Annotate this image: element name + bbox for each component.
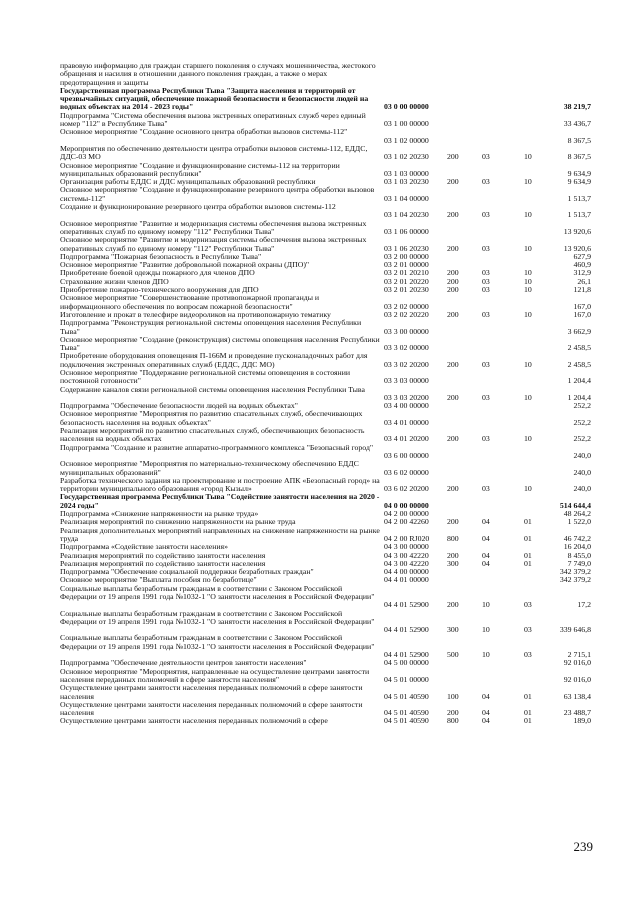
row-amount: 2 458,5 <box>567 343 591 353</box>
table-row <box>0 684 639 701</box>
row-amount: 3 662,9 <box>567 326 591 336</box>
row-section: 10 <box>482 600 490 610</box>
row-expense-type: 300 <box>447 558 459 568</box>
row-amount: 13 920,6 <box>563 226 591 236</box>
row-section: 03 <box>482 276 490 286</box>
row-code: 03 4 00 00000 <box>384 401 429 411</box>
row-amount: 342 379,2 <box>559 575 591 585</box>
row-code: 04 4 01 52900 <box>384 600 429 610</box>
row-code: 03 2 01 00000 <box>384 260 429 270</box>
row-expense-type: 200 <box>447 484 459 494</box>
row-expense-type: 200 <box>447 517 459 527</box>
row-name: Реализация мероприятий по снижению напряженности на рынке труда <box>60 517 296 527</box>
row-name: Подпрограмма "Обеспечение деятельности центров занятости населения" <box>60 658 307 668</box>
row-code: 03 2 01 20210 <box>384 268 429 278</box>
row-name: Основное мероприятие "Развитие добровольной пожарной охраны (ДПО)" <box>60 260 310 270</box>
row-amount: 342 379,2 <box>559 567 591 577</box>
row-name: Осуществление центрами занятости населения переданных полномочий в сфере <box>60 716 328 726</box>
table-row <box>0 585 639 610</box>
row-section: 04 <box>482 691 490 701</box>
row-name: Основное мероприятие "Создание и функционирование резервного центра обработки вызовов системы-112" <box>60 185 375 203</box>
row-amount: 240,0 <box>573 467 591 477</box>
row-name: Основное мероприятие "Развитие и модернизация системы обеспечения вызова экстренных оперативных служб по единому номеру "112" Республики Тыва" <box>60 218 367 236</box>
row-section: 03 <box>482 285 490 295</box>
row-name: Разработка технического задания на проектирование и построение АПК «Безопасный город» на территории муниципального образования «город Кызыл» <box>60 475 380 494</box>
budget-table <box>0 62 639 726</box>
row-subsection: 03 <box>524 650 532 660</box>
row-code: 03 1 03 20230 <box>384 177 429 187</box>
row-name: Подпрограмма «Содействие занятости населения» <box>60 542 229 552</box>
row-name: Государственная программа Республики Тыва "Защита населения и территорий от чрезвычайных ситуаций, обеспечение пожарной безопасности и безопасности людей на водных объектах на 2014 - 2023 годы" <box>60 85 369 112</box>
row-amount: 167,0 <box>573 309 591 319</box>
row-amount: 252,2 <box>573 434 591 444</box>
row-name: Основное мероприятие "Совершенствование противопожарной пропаганды и информационного обеспечения по вопросам пожарной безопасности" <box>60 293 320 311</box>
row-amount: 92 016,0 <box>563 674 591 684</box>
row-expense-type: 800 <box>447 716 459 726</box>
row-code: 03 0 00 00000 <box>384 102 429 112</box>
table-row <box>0 444 639 461</box>
row-name: Приобретение оборудования оповещения П-166М и проведение пусконаладочных работ для подключения экстренных оперативных служб (ЕДДС, ДДС МО) <box>60 351 368 369</box>
row-section: 10 <box>482 650 490 660</box>
row-expense-type: 200 <box>447 152 459 162</box>
row-subsection: 01 <box>524 517 532 527</box>
row-amount: 8 455,0 <box>567 550 591 560</box>
row-amount: 33 436,7 <box>563 119 591 129</box>
row-amount: 2 715,1 <box>567 650 591 660</box>
row-code: 04 5 01 40590 <box>384 691 429 701</box>
table-row <box>0 62 639 87</box>
row-name: Организация работы ЕДДС и ДДС муниципальных образований республики <box>60 177 316 187</box>
row-name: Приобретение пожарно-технического вооружения для ДПО <box>60 285 259 295</box>
row-amount: 7 749,0 <box>567 558 591 568</box>
row-expense-type: 300 <box>447 625 459 635</box>
row-code: 03 1 03 00000 <box>384 168 429 178</box>
row-code: 04 5 01 40590 <box>384 708 429 718</box>
row-section: 03 <box>482 392 490 402</box>
row-subsection: 10 <box>524 243 532 253</box>
row-name: Основное мероприятие "Создание основного центра обработки вызовов системы-112" <box>60 127 348 137</box>
row-section: 10 <box>482 625 490 635</box>
row-code: 03 3 02 20200 <box>384 359 429 369</box>
row-amount: 1 513,7 <box>567 210 591 220</box>
row-section: 03 <box>482 152 490 162</box>
row-name: Осуществление центрами занятости населения переданных полномочий в сфере занятости населения <box>60 683 363 701</box>
row-subsection: 10 <box>524 210 532 220</box>
row-name: Основное мероприятие "Поддержание региональной системы оповещения в состоянии постоянной готовности" <box>60 367 351 386</box>
row-name: Подпрограмма "Система обеспечения вызова экстренных оперативных служб через единый номер "112" в Республике Тыва" <box>60 110 366 129</box>
row-code: 03 6 02 00000 <box>384 467 429 477</box>
row-section: 03 <box>482 484 490 494</box>
row-expense-type: 200 <box>447 210 459 220</box>
row-code: 04 0 00 00000 <box>384 500 429 510</box>
row-amount: 121,8 <box>573 285 591 295</box>
row-name: Основное мероприятие "Мероприятия по материально-техническому обеспечению ЕДДС муниципальных образований" <box>60 459 359 477</box>
table-row <box>0 128 639 145</box>
row-amount: 9 634,9 <box>567 168 591 178</box>
row-code: 04 2 00 00000 <box>384 509 429 519</box>
row-subsection: 01 <box>524 558 532 568</box>
row-amount: 189,0 <box>573 716 591 726</box>
table-row <box>0 220 639 237</box>
row-code: 03 6 00 00000 <box>384 450 429 460</box>
row-code: 04 4 01 52900 <box>384 625 429 635</box>
row-subsection: 10 <box>524 484 532 494</box>
table-row <box>0 369 639 386</box>
row-subsection: 01 <box>524 550 532 560</box>
row-amount: 8 367,5 <box>567 135 591 145</box>
row-amount: 240,0 <box>573 450 591 460</box>
table-row <box>0 701 639 718</box>
table-row <box>0 527 639 544</box>
row-amount: 26,1 <box>577 276 591 286</box>
row-code: 03 3 03 00000 <box>384 376 429 386</box>
row-amount: 167,0 <box>573 301 591 311</box>
row-name: Изготовление и прокат в телесфире видеороликов на противопожарную тематику <box>60 309 331 319</box>
row-name: Осуществление центрами занятости населения переданных полномочий в сфере занятости населения <box>60 699 363 718</box>
row-expense-type: 200 <box>447 708 459 718</box>
row-name: Государственная программа Республики Тыва "Содействие занятости населения на 2020 - 2024 годы" <box>60 492 380 510</box>
table-row <box>0 145 639 162</box>
row-subsection: 03 <box>524 600 532 610</box>
table-row <box>0 386 639 403</box>
row-name: Мероприятия по обеспечению деятельности центра отработки вызовов системы-112, ЕДДС, ДДС-03 МО <box>60 143 368 162</box>
row-name: Создание и функционирование резервного центра обработки вызовов системы-112 <box>60 202 336 212</box>
row-amount: 92 016,0 <box>563 658 591 668</box>
row-amount: 23 488,7 <box>563 708 591 718</box>
row-amount: 514 644,4 <box>559 500 591 510</box>
row-expense-type: 200 <box>447 268 459 278</box>
row-amount: 1 522,0 <box>567 517 591 527</box>
row-section: 03 <box>482 210 490 220</box>
row-expense-type: 200 <box>447 359 459 369</box>
row-code: 03 3 00 00000 <box>384 326 429 336</box>
row-subsection: 10 <box>524 152 532 162</box>
row-amount: 339 646,8 <box>559 625 591 635</box>
row-expense-type: 200 <box>447 243 459 253</box>
row-name: Основное мероприятие "Мероприятия по развитию спасательных служб, обеспечивающих безопасность населения на водных объектах" <box>60 409 363 427</box>
table-row <box>0 294 639 311</box>
row-expense-type: 800 <box>447 533 459 543</box>
row-subsection: 01 <box>524 716 532 726</box>
row-code: 03 4 01 20200 <box>384 434 429 444</box>
row-code: 03 6 02 20200 <box>384 484 429 494</box>
table-row <box>0 634 639 659</box>
table-row <box>0 427 639 444</box>
row-name: Социальные выплаты безработным гражданам в соответствии с Законом Российской Федерации от 19 апреля 1991 года №1032-1 "О занятости населения в Российской Федерации" <box>60 633 375 651</box>
row-amount: 252,2 <box>573 417 591 427</box>
table-row <box>0 717 639 725</box>
row-name: Подпрограмма "Пожарная безопасность в Республике Тыва" <box>60 251 262 261</box>
row-amount: 46 742,2 <box>563 533 591 543</box>
row-section: 03 <box>482 434 490 444</box>
row-code: 04 4 00 00000 <box>384 567 429 577</box>
row-section: 03 <box>482 359 490 369</box>
row-expense-type: 200 <box>447 309 459 319</box>
row-amount: 9 634,9 <box>567 177 591 187</box>
row-amount: 17,2 <box>577 600 591 610</box>
table-row <box>0 236 639 253</box>
row-section: 03 <box>482 268 490 278</box>
table-row <box>0 668 639 685</box>
row-name: Реализация мероприятий по содействию занятости населения <box>60 558 266 568</box>
row-subsection: 10 <box>524 434 532 444</box>
row-code: 03 1 06 20230 <box>384 243 429 253</box>
table-row <box>0 87 639 112</box>
row-name: Основное мероприятие "Создание и функционирование системы-112 на территории муниципальных образований республики" <box>60 160 340 178</box>
row-code: 03 4 01 00000 <box>384 417 429 427</box>
row-expense-type: 200 <box>447 285 459 295</box>
row-name: Основное мероприятие "Развитие и модернизация системы обеспечения вызова экстренных оперативных служб по единому номеру "112" Республики Тыва" <box>60 235 367 253</box>
row-amount: 1 204,4 <box>567 392 591 402</box>
row-amount: 627,9 <box>573 251 591 261</box>
row-amount: 48 264,2 <box>563 509 591 519</box>
row-name: Подпрограмма «Снижение напряженности на рынке труда» <box>60 509 259 519</box>
row-amount: 38 219,7 <box>563 102 591 112</box>
row-section: 04 <box>482 716 490 726</box>
row-code: 03 2 01 20230 <box>384 285 429 295</box>
row-amount: 8 367,5 <box>567 152 591 162</box>
row-code: 03 1 02 20230 <box>384 152 429 162</box>
row-subsection: 01 <box>524 708 532 718</box>
row-subsection: 10 <box>524 359 532 369</box>
table-row <box>0 203 639 220</box>
row-code: 04 5 01 00000 <box>384 674 429 684</box>
row-code: 03 2 02 00000 <box>384 301 429 311</box>
row-amount: 2 458,5 <box>567 359 591 369</box>
row-name: Социальные выплаты безработным гражданам в соответствии с Законом Российской Федерации от 19 апреля 1991 года №1032-1 "О занятости населения в Российской Федерации" <box>60 608 375 626</box>
row-amount: 16 204,0 <box>563 542 591 552</box>
table-row <box>0 186 639 203</box>
row-name: Содержание каналов связи региональной системы оповещения населения Республики Тыва <box>60 384 365 394</box>
row-name: Реализация дополнительных мероприятий направленных на снижение напряженности на рынке труда <box>60 525 380 543</box>
row-amount: 252,2 <box>573 401 591 411</box>
row-amount: 240,0 <box>573 484 591 494</box>
row-amount: 1 513,7 <box>567 193 591 203</box>
row-code: 04 4 01 52900 <box>384 650 429 660</box>
row-name: Подпрограмма "Обеспечение безопасности людей на водных объектах" <box>60 401 298 411</box>
row-section: 04 <box>482 517 490 527</box>
row-name: Основное мероприятие "Создание (реконструкция) системы оповещения населения Республики Тыва" <box>60 334 380 353</box>
row-name: правовую информацию для граждан старшего поколения о случаях мошенничества, жестокого обращения и насилия в отношении данного поколения граждан, а также о мерах предотвращения и защиты <box>60 61 376 87</box>
row-expense-type: 200 <box>447 177 459 187</box>
row-code: 03 2 01 20220 <box>384 276 429 286</box>
row-code: 04 5 00 00000 <box>384 658 429 668</box>
row-code: 03 3 03 20200 <box>384 392 429 402</box>
row-code: 03 1 04 00000 <box>384 193 429 203</box>
row-expense-type: 200 <box>447 600 459 610</box>
row-code: 04 3 00 42220 <box>384 558 429 568</box>
row-name: Социальные выплаты безработным гражданам в соответствии с Законом Российской Федерации от 19 апреля 1991 года №1032-1 "О занятости населения в Российской Федерации" <box>60 583 375 601</box>
row-code: 03 2 02 20220 <box>384 309 429 319</box>
table-row <box>0 410 639 427</box>
row-name: Подпрограмма "Реконструкция региональной системы оповещения населения Республики Тыва" <box>60 318 362 336</box>
row-expense-type: 200 <box>447 550 459 560</box>
row-code: 04 2 00 RJ020 <box>384 533 430 543</box>
row-code: 03 3 02 00000 <box>384 343 429 353</box>
row-subsection: 01 <box>524 533 532 543</box>
row-section: 03 <box>482 309 490 319</box>
row-amount: 312,9 <box>573 268 591 278</box>
table-row <box>0 493 639 510</box>
row-name: Подпрограмма "Обеспечение социальной поддержки безработных граждан" <box>60 567 314 577</box>
row-section: 03 <box>482 243 490 253</box>
page-number: 239 <box>573 839 593 854</box>
row-expense-type: 100 <box>447 691 459 701</box>
row-subsection: 10 <box>524 309 532 319</box>
row-expense-type: 200 <box>447 434 459 444</box>
table-row <box>0 162 639 179</box>
table-row <box>0 460 639 477</box>
row-subsection: 03 <box>524 625 532 635</box>
row-subsection: 10 <box>524 392 532 402</box>
row-subsection: 10 <box>524 285 532 295</box>
table-row <box>0 336 639 353</box>
row-name: Основное мероприятие "Мероприятия, направленные на осуществление центрами занятости населения переданных полномочий в сфере занятости населения" <box>60 666 370 684</box>
row-subsection: 10 <box>524 268 532 278</box>
row-expense-type: 200 <box>447 392 459 402</box>
table-row <box>0 477 639 494</box>
row-code: 04 2 00 42260 <box>384 517 429 527</box>
row-code: 03 1 00 00000 <box>384 119 429 129</box>
row-amount: 13 920,6 <box>563 243 591 253</box>
row-subsection: 10 <box>524 276 532 286</box>
table-row <box>0 610 639 635</box>
row-code: 03 1 02 00000 <box>384 135 429 145</box>
row-code: 03 1 04 20230 <box>384 210 429 220</box>
row-amount: 1 204,4 <box>567 376 591 386</box>
row-section: 04 <box>482 550 490 560</box>
row-name: Страхование жизни членов ДПО <box>60 276 169 286</box>
table-row <box>0 112 639 129</box>
row-name: Приобретение боевой одежды пожарного для членов ДПО <box>60 268 255 278</box>
row-code: 04 3 00 42220 <box>384 550 429 560</box>
row-amount: 63 138,4 <box>563 691 591 701</box>
row-expense-type: 200 <box>447 276 459 286</box>
row-code: 03 2 00 00000 <box>384 251 429 261</box>
row-amount: 460,9 <box>573 260 591 270</box>
table-row <box>0 319 639 336</box>
row-section: 04 <box>482 558 490 568</box>
row-code: 04 4 01 00000 <box>384 575 429 585</box>
row-subsection: 10 <box>524 177 532 187</box>
row-name: Реализация мероприятий по развитию спасательных служб, обеспечивающих безопасность населения на водных объектах <box>60 426 365 444</box>
row-expense-type: 500 <box>447 650 459 660</box>
row-name: Основное мероприятие "Выплата пособия по безработице" <box>60 575 257 585</box>
row-name: Реализация мероприятий по содействию занятости населения <box>60 550 266 560</box>
row-section: 04 <box>482 708 490 718</box>
table-row <box>0 352 639 369</box>
row-name: Подпрограмма "Создание и развитие аппаратно-программного комплекса "Безопасный город" <box>60 442 374 452</box>
row-section: 04 <box>482 533 490 543</box>
row-code: 04 3 00 00000 <box>384 542 429 552</box>
row-subsection: 01 <box>524 691 532 701</box>
row-section: 03 <box>482 177 490 187</box>
row-code: 03 1 06 00000 <box>384 226 429 236</box>
row-code: 04 5 01 40590 <box>384 716 429 726</box>
